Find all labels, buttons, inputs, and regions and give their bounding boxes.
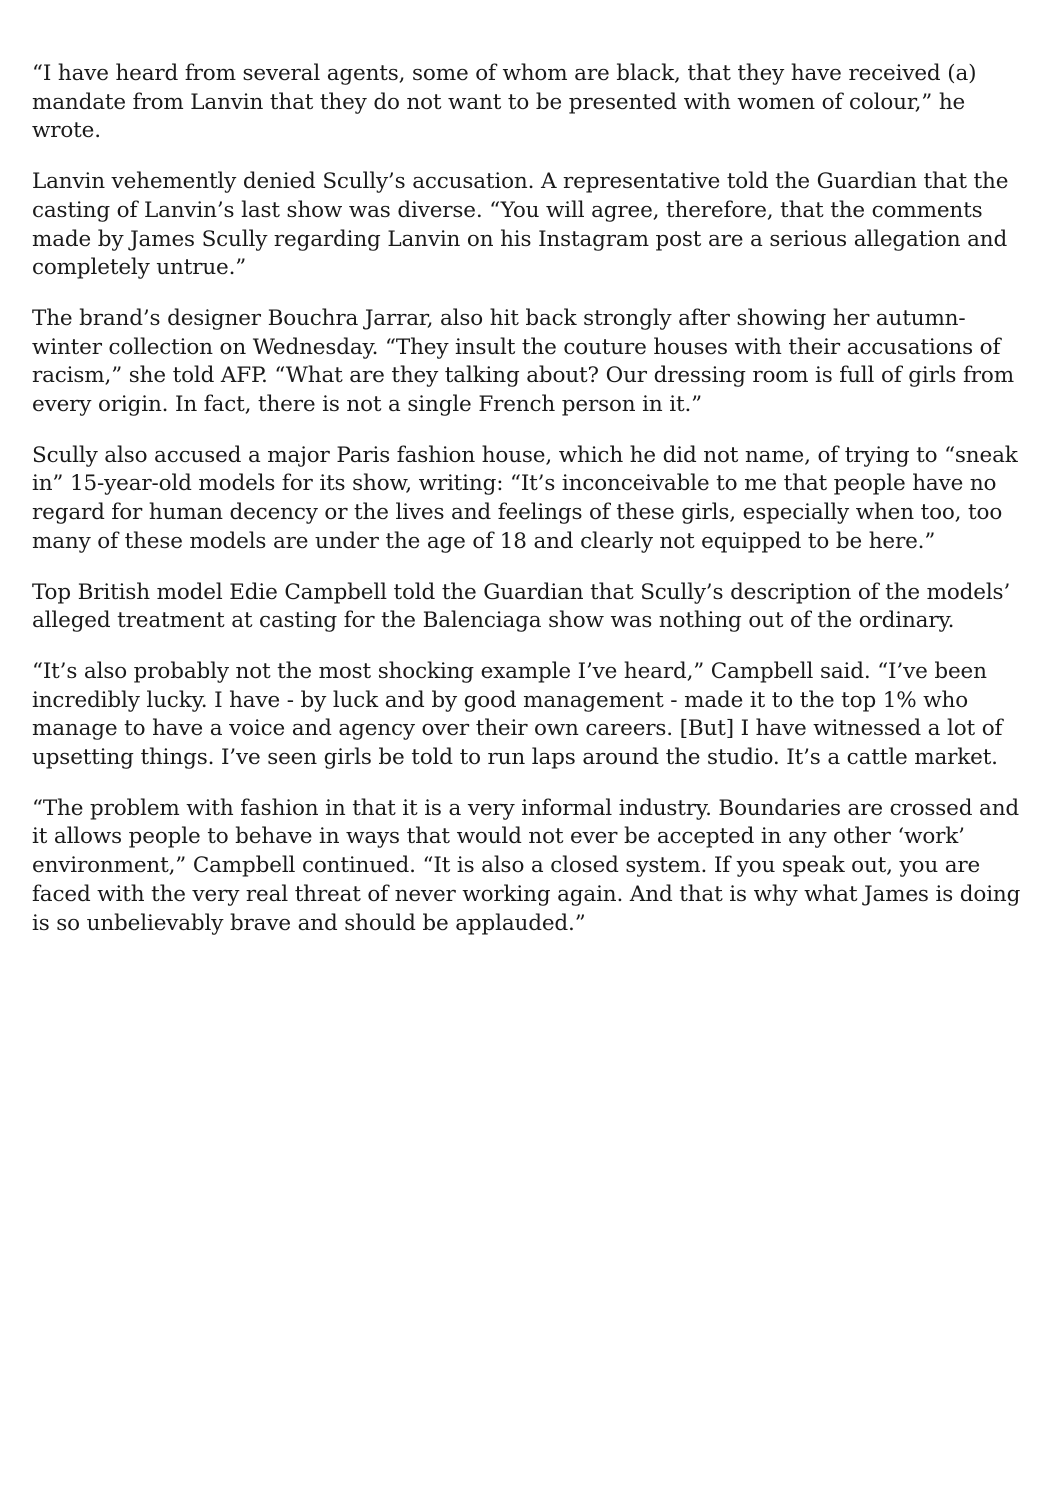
article-paragraph: “It’s also probably not the most shocking example I’ve heard,” Campbell said. “I’ve been incredibly lucky. I have - by luck and by good management - made it to the top 1% who manage to have a voice and agency over their own careers. [But] I have witnessed a lot of upsetting things. I’ve seen girls be told to run laps around the studio. It’s a cattle market. [32,658,1003,771]
article-paragraph: Scully also accused a major Paris fashion house, which he did not name, of trying to “sneak in” 15-year-old models for its show, writing: “It’s inconceivable to me that people have no regard for human decency or the lives and feelings of these girls, especially when too, too many of these models are under the age of 18 and clearly not equipped to be here.” [32,442,1018,554]
article-paragraph: Top British model Edie Campbell told the Guardian that Scully’s description of the models’ alleged treatment at casting for the Balenciaga show was nothing out of the ordinary. [32,579,1011,634]
article-body [32,60,1032,960]
article-paragraph: Lanvin vehemently denied Scully’s accusation. A representative told the Guardian that the casting of Lanvin’s last show was diverse. “You will agree, therefore, that the comments made by James Scully regarding Lanvin on his Instagram post are a serious allegation and completely untrue.” [32,169,1009,281]
article-paragraph: “The problem with fashion in that it is a very informal industry. Boundaries are crossed and it allows people to behave in ways that would not ever be accepted in any other ‘work’ environment,” Campbell continued. “It is also a closed system. If you speak out, you are faced with the very real threat of never working again. And that is why what James is doing is so unbelievably brave and should be applauded.” [32,795,1021,936]
article-paragraph: “I have heard from several agents, some of whom are black, that they have received (a) mandate from Lanvin that they do not want to be presented with women of colour,” he wrote. [32,61,977,144]
article-paragraph: The brand’s designer Bouchra Jarrar, also hit back strongly after showing her autumn-winter collection on Wednesday. “They insult the couture houses with their accusations of racism,” she told AFP. “What are they talking about? Our dressing room is full of girls from every origin. In fact, there is not a single French person in it.” [32,305,1014,418]
